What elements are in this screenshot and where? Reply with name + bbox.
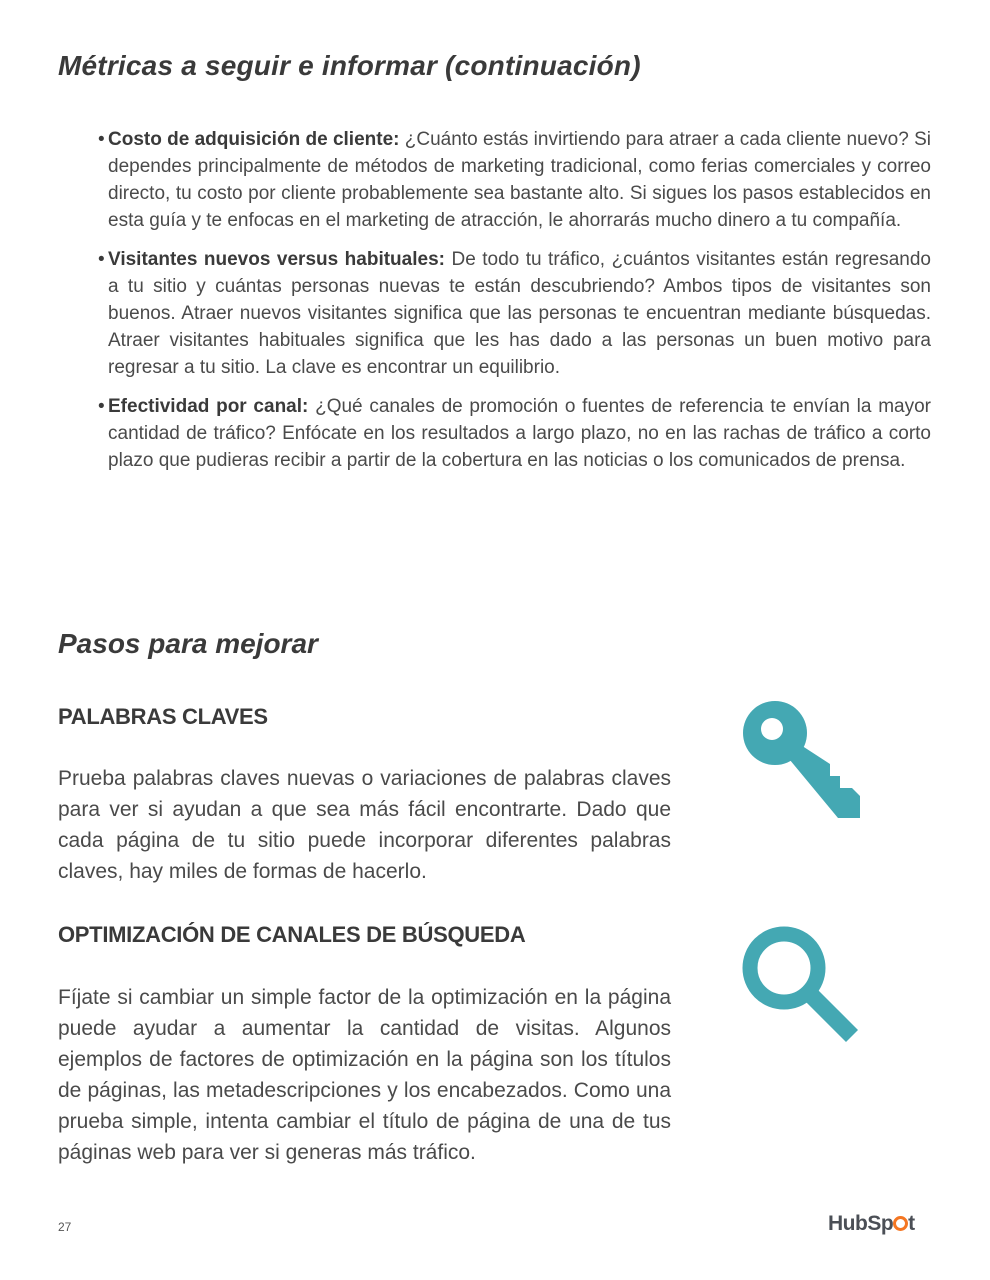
metric-term: Efectividad por canal:: [108, 396, 309, 417]
hubspot-logo: [828, 1212, 915, 1236]
metric-description: De todo tu tráfico, ¿cuántos visitantes están regresando a tu sitio y cuántas personas nuevas te están descubriendo? Ambos tipos de visitantes son buenos. Atraer nuevos visitantes significa que las personas te encuentran mediante búsquedas. Atraer visitantes habituales significa que les has dado a las personas un buen motivo para regresar a tu sitio. La clave es encontrar un equilibrio.: [108, 249, 931, 378]
section-title-steps: Pasos para mejorar: [58, 628, 318, 659]
metric-item-new-vs-returning-visitors: [98, 246, 931, 381]
metric-item-customer-acquisition-cost: [98, 126, 931, 234]
bullet-icon: •: [98, 249, 105, 270]
logo-text-part2: t: [908, 1212, 915, 1235]
magnifier-icon: [742, 926, 862, 1051]
logo-text-part1: HubSp: [828, 1212, 894, 1235]
key-icon: [742, 700, 862, 825]
metric-term: Costo de adquisición de cliente:: [108, 129, 400, 150]
step-body-keywords: Prueba palabras claves nuevas o variaciones de palabras claves para ver si ayudan a que sea más fácil encontrarte. Dado que cada página de tu sitio puede incorporar diferentes palabras claves, hay miles de formas de hacerlo.: [58, 767, 671, 883]
metric-term: Visitantes nuevos versus habituales:: [108, 249, 445, 270]
step-body-search-optimization: Fíjate si cambiar un simple factor de la optimización en la página puede ayudar a aumentar la cantidad de visitas. Algunos ejemplos de factores de optimización en la página son los títulos de páginas, las metadescripciones y los encabezados. Como una prueba simple, intenta cambiar el título de página de una de tus páginas web para ver si generas más tráfico.: [58, 986, 671, 1164]
page-number: 27: [58, 1220, 72, 1234]
metric-item-channel-effectiveness: [98, 393, 931, 474]
metric-description: ¿Qué canales de promoción o fuentes de referencia te envían la mayor cantidad de tráfico? Enfócate en los resultados a largo plazo, no en las rachas de tráfico a corto plazo que pudieras recibir a partir de la cobertura en las noticias o los comunicados de prensa.: [108, 396, 931, 471]
bullet-icon: •: [98, 129, 105, 150]
sprocket-icon: [893, 1216, 908, 1231]
bullet-icon: •: [98, 396, 105, 417]
page-title: Métricas a seguir e informar (continuación): [58, 50, 641, 81]
metric-description: ¿Cuánto estás invirtiendo para atraer a cada cliente nuevo? Si dependes principalmente de métodos de marketing tradicional, como ferias comerciales y correo directo, tu costo por cliente probablemente sea bastante alto. Si sigues los pasos establecidos en esta guía y te enfocas en el marketing de atracción, le ahorrarás mucho dinero a tu compañía.: [108, 129, 931, 231]
metrics-list: [98, 126, 931, 486]
step-heading-search-optimization: OPTIMIZACIÓN DE CANALES DE BÚSQUEDA: [58, 922, 526, 947]
step-heading-keywords: PALABRAS CLAVES: [58, 704, 268, 729]
